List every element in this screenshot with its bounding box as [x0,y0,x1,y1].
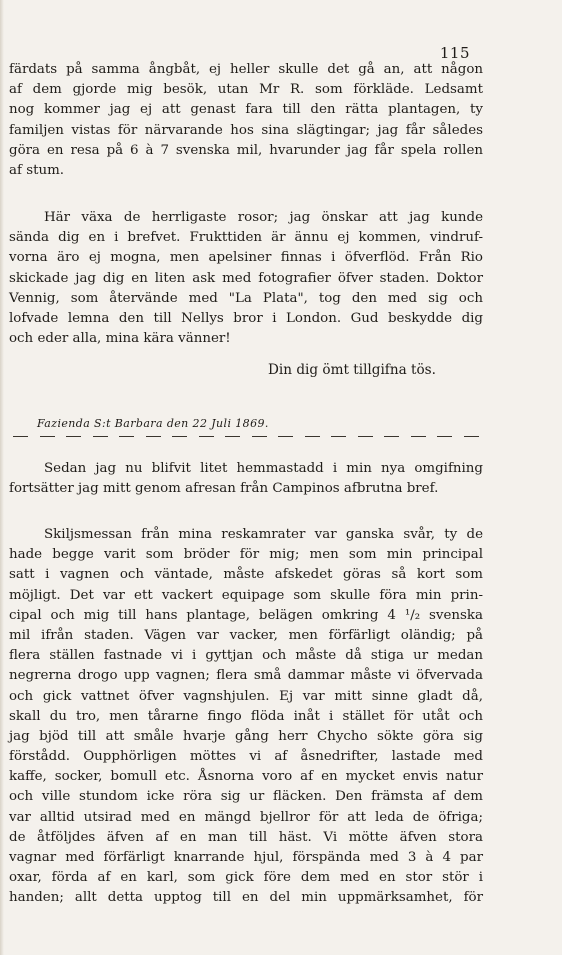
text-line: och gick vattnet öfver vagnshjulen. Ej var mitt sinne gladt då, [9,688,483,704]
text-line: de åtföljdes äfven af en man till häst. Vi mötte äfven stora [9,829,483,845]
text-line: nog kommer jag ej att genast fara till den rätta plantagen, ty [9,102,483,118]
text-line: satt i vagnen och väntade, måste afskedet göras så kort som [9,567,483,583]
text-line: skall du tro, men tårarne fingo flöda inåt i stället för utåt och [9,708,483,724]
paragraph-journey [9,525,483,909]
page-gutter-shadow [0,0,4,955]
text-line: hade begge varit som bröder för mig; men som min principal [9,547,483,563]
letter-place-date: Fazienda S:t Barbara den 22 Juli 1869. [37,417,269,430]
text-line: var alltid utsirad med en mängd bjellror för att leda de öfriga; [9,809,483,825]
text-line: göra en resa på 6 à 7 svenska mil, hvarunder jag får spela rollen [9,142,483,158]
paragraph-continued [9,60,483,181]
text-line: cipal och mig till hans plantage, belägen omkring 4 ¹/₂ svenska [9,607,483,623]
text-line: lofvade lemna den till Nellys bror i London. Gud beskydde dig [9,310,483,326]
text-line: negrerna drogo upp vagnen; flera små dammar måste vi öfvervada [9,668,483,684]
paragraph-settled [9,459,483,499]
page-number: 115 [439,44,470,62]
text-line: oxar, förda af en karl, som gick före dem med en stor stör i [9,870,483,886]
text-line: af stum. [9,162,65,178]
text-line: fortsätter jag mitt genom afresan från Campinos afbrutna bref. [9,481,439,497]
text-line: Vennig, som återvände med "La Plata", tog den med sig och [9,290,483,306]
text-line: af dem gjorde mig besök, utan Mr R. som förkläde. Ledsamt [9,82,483,98]
text-line: handen; allt detta upptog till en del min uppmärksamhet, för [9,890,483,906]
text-line: vagnar med förfärligt knarrande hjul, förspända med 3 à 4 par [9,850,483,865]
text-line: kaffe, socker, bomull etc. Åsnorna voro af en mycket envis natur [9,769,483,785]
text-line: Här växa de herrligaste rosor; jag önskar att jag kunde [44,210,483,225]
text-line: färdats på samma ångbåt, ej heller skulle det gå an, att någon [9,62,483,77]
text-line: familjen vistas för närvarande hos sina slägtingar; jag får således [9,122,483,138]
text-line: jag bjöd till att småle hvarje gång herr Chycho sökte göra sig [9,728,483,744]
paragraph-roses [9,208,483,349]
text-line: Skiljsmessan från mina reskamrater var ganska svår, ty de [44,527,483,542]
text-line: förstådd. Oupphörligen möttes vi af åsnedrifter, lastade med [9,749,483,765]
text-line: flera ställen fastnade vi i gyttjan och måste då stiga ur medan [9,648,483,664]
text-line: och ville stundom icke röra sig ur fläcken. Den främsta af dem [9,789,483,805]
text-line: möjligt. Det var ett vackert equipage som skulle föra min prin- [9,587,483,603]
letter-signature: Din dig ömt tillgifna tös. [268,362,436,378]
text-line: sända dig en i brefvet. Frukttiden är ännu ej kommen, vindruf- [9,230,483,246]
text-line: Sedan jag nu blifvit litet hemmastadd i min nya omgifning [44,461,483,476]
section-divider [13,436,479,437]
text-line: mil ifrån staden. Vägen var vacker, men förfärligt oländig; på [9,627,483,643]
text-line: vorna äro ej mogna, men apelsiner finnas i öfverflöd. Från Rio [9,250,483,266]
text-line: och eder alla, mina kära vänner! [9,331,231,347]
text-line: skickade jag dig en liten ask med fotografier öfver staden. Doktor [9,270,483,286]
